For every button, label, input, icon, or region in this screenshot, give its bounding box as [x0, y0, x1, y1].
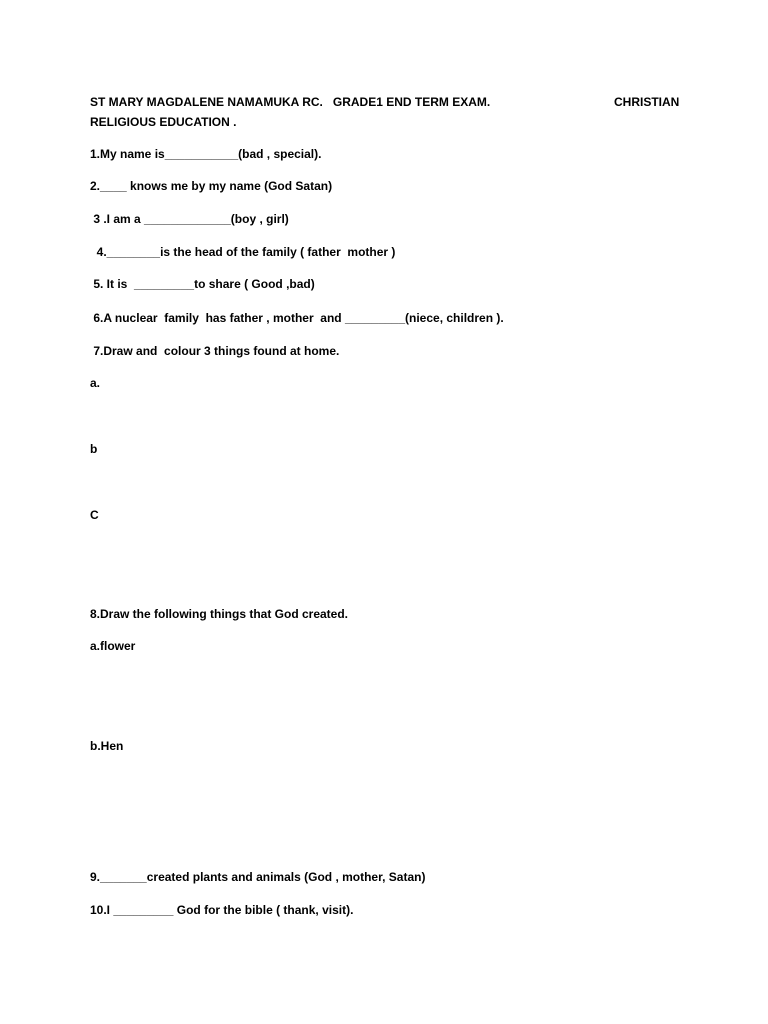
question-1: 1.My name is___________(bad , special). [90, 147, 322, 161]
header-subject-word: CHRISTIAN [614, 95, 680, 109]
question-3: 3 .I am a _____________(boy , girl) [90, 212, 289, 226]
question-9: 9._______created plants and animals (God , mother, Satan) [90, 870, 426, 884]
question-8-item-a: a.flower [90, 639, 136, 653]
question-8: 8.Draw the following things that God created. [90, 607, 349, 621]
question-10: 10.I _________ God for the bible ( thank, visit). [90, 903, 354, 917]
question-6: 6.A nuclear family has father , mother and _________(niece, children ). [90, 311, 504, 325]
question-2: 2.____ knows me by my name (God Satan) [90, 179, 333, 193]
question-7-item-b: b [90, 442, 98, 456]
question-8-item-b: b.Hen [90, 739, 124, 753]
question-7: 7.Draw and colour 3 things found at home. [90, 344, 340, 358]
question-4: 4.________is the head of the family ( father mother ) [90, 245, 396, 259]
header-school-line: ST MARY MAGDALENE NAMAMUKA RC. GRADE1 END TERM EXAM. [90, 95, 491, 109]
question-7-item-c: C [90, 508, 99, 522]
question-5: 5. It is _________to share ( Good ,bad) [90, 277, 315, 291]
header-subject-line2: RELIGIOUS EDUCATION . [90, 115, 237, 129]
question-7-item-a: a. [90, 376, 101, 390]
